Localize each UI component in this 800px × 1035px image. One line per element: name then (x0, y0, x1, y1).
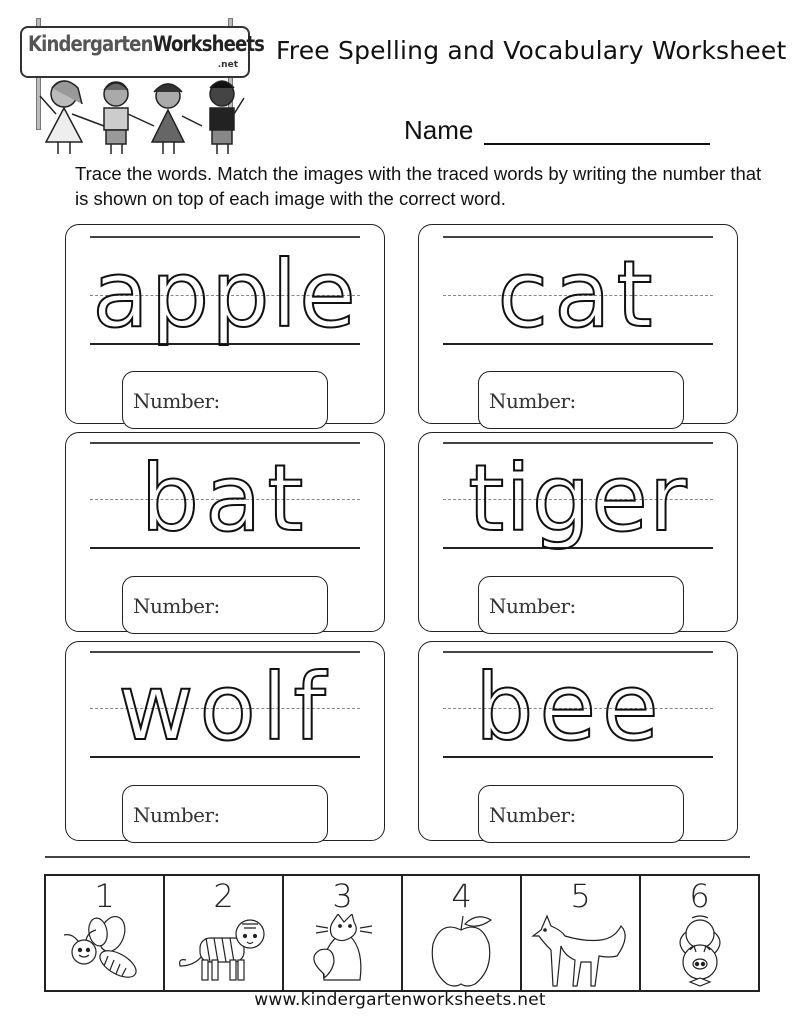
trace-card-tiger (418, 432, 738, 632)
trace-word[interactable]: wolf (118, 654, 332, 761)
number-answer-box[interactable] (478, 785, 684, 843)
trace-card-cat (418, 224, 738, 424)
picture-number: 5 (570, 877, 591, 915)
trace-word[interactable]: cat (497, 241, 659, 348)
trace-card-bat (65, 432, 385, 632)
trace-word[interactable]: bee (475, 654, 665, 761)
trace-card-wolf (65, 641, 385, 841)
logo-sign (20, 26, 265, 78)
number-label: Number: (489, 803, 576, 827)
number-label: Number: (489, 594, 576, 618)
number-answer-box[interactable] (478, 576, 684, 634)
trace-word[interactable]: tiger (468, 445, 688, 552)
section-divider (45, 856, 750, 858)
instructions-text: Trace the words. Match the images with the traced words by writing the number that is shown on top of each image with the correct word. (75, 163, 762, 209)
trace-card-apple (65, 224, 385, 424)
footer-url[interactable]: www.kindergartenworksheets.net (254, 990, 546, 1010)
writing-top-line (443, 651, 713, 653)
name-label: Name (404, 115, 474, 145)
bee-icon (60, 914, 150, 986)
site-logo (16, 12, 265, 158)
picture-number: 1 (94, 877, 115, 915)
writing-top-line (90, 651, 360, 653)
picture-number: 6 (689, 877, 710, 915)
picture-number: 3 (332, 877, 353, 915)
number-answer-box[interactable] (122, 576, 328, 634)
trace-word[interactable]: bat (140, 445, 310, 552)
logo-text-worksheets: Worksheets (152, 32, 265, 56)
name-input-line[interactable] (484, 143, 710, 145)
picture-cell-1 (46, 876, 165, 990)
writing-top-line (90, 442, 360, 444)
writing-top-line (90, 236, 360, 238)
number-label: Number: (133, 389, 220, 413)
worksheet-title: Free Spelling and Vocabulary Worksheet (276, 36, 787, 65)
number-label: Number: (133, 594, 220, 618)
writing-top-line (443, 442, 713, 444)
picture-cell-6 (641, 876, 758, 990)
children-holding-hands-icon (26, 76, 246, 160)
writing-top-line (443, 236, 713, 238)
number-label: Number: (489, 389, 576, 413)
number-answer-box[interactable] (122, 785, 328, 843)
logo-text-kindergarten: Kindergarten (28, 32, 153, 56)
number-answer-box[interactable] (122, 371, 328, 429)
trace-word[interactable]: apple (92, 241, 358, 348)
apple-icon (427, 914, 497, 988)
number-answer-box[interactable] (478, 371, 684, 429)
cat-icon (298, 914, 388, 988)
tiger-icon (176, 914, 272, 986)
picture-cell-5 (522, 876, 641, 990)
picture-cell-4 (403, 876, 522, 990)
picture-strip (44, 874, 760, 992)
wolf-icon (529, 914, 633, 990)
picture-number: 4 (451, 877, 472, 915)
logo-text (28, 32, 264, 56)
picture-number: 2 (213, 877, 234, 915)
picture-cell-2 (165, 876, 284, 990)
trace-card-bee (418, 641, 738, 841)
logo-suffix: .net (217, 60, 238, 70)
number-label: Number: (133, 803, 220, 827)
bat-icon (668, 914, 732, 988)
picture-cell-3 (284, 876, 403, 990)
